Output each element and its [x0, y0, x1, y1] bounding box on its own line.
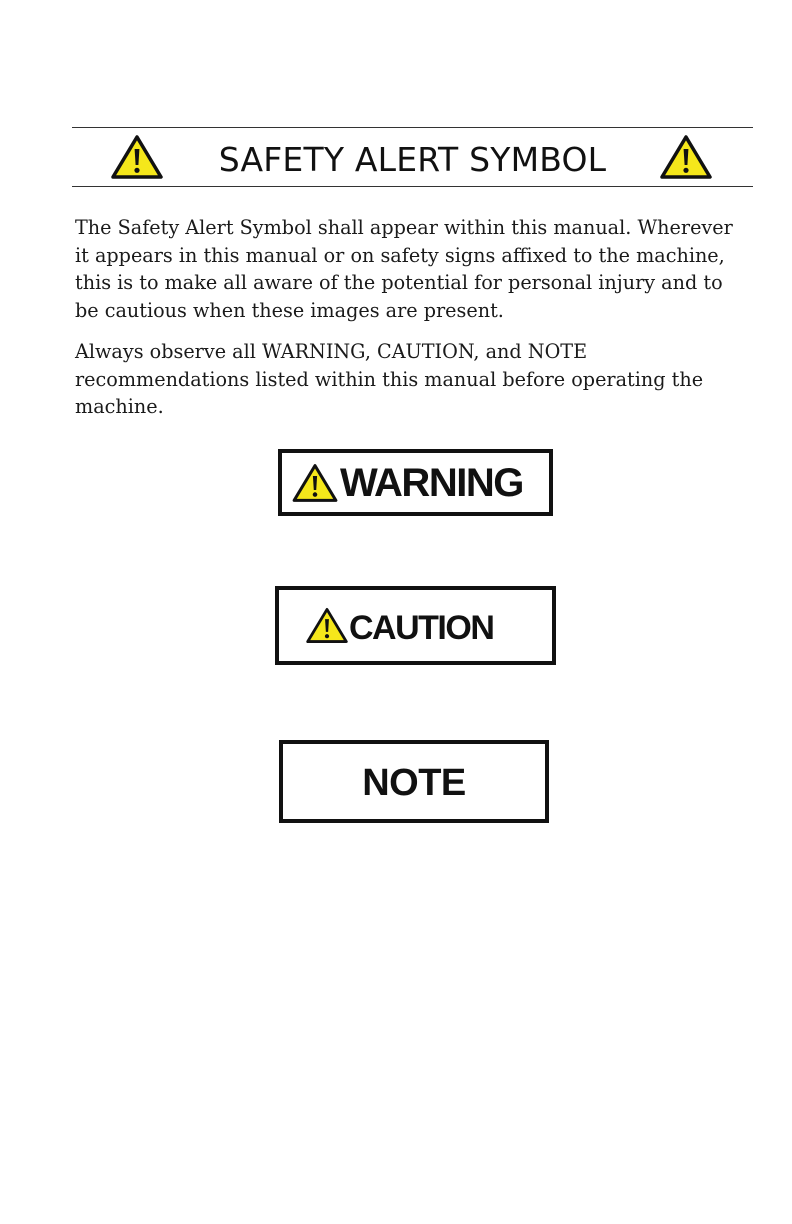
warning-triangle-icon [659, 134, 713, 180]
paragraph-line: machine. [75, 395, 164, 418]
note-label: NOTE [362, 762, 466, 804]
note-sign [279, 740, 549, 823]
header-bottom-rule [72, 186, 753, 187]
intro-paragraph [75, 214, 757, 324]
warning-label: WARNING [340, 461, 523, 505]
warning-triangle-icon [291, 463, 339, 503]
paragraph-line: Always observe all WARNING, CAUTION, and NOTE [75, 340, 588, 363]
header-top-rule [72, 127, 753, 128]
warning-sign [278, 449, 553, 516]
paragraph-line: this is to make all aware of the potential for personal injury and to [75, 271, 723, 294]
caution-label: CAUTION [349, 609, 494, 647]
paragraph-line: The Safety Alert Symbol shall appear within this manual. Wherever [75, 216, 733, 239]
paragraph-line: it appears in this manual or on safety signs affixed to the machine, [75, 243, 725, 267]
caution-sign [275, 586, 556, 665]
paragraph-line: recommendations listed within this manual before operating the [75, 367, 704, 391]
paragraph-line: be cautious when these images are present. [75, 298, 504, 322]
observe-paragraph [75, 338, 757, 421]
page-title: SAFETY ALERT SYMBOL [218, 140, 607, 179]
section-header [72, 129, 753, 185]
warning-triangle-icon [305, 607, 349, 644]
